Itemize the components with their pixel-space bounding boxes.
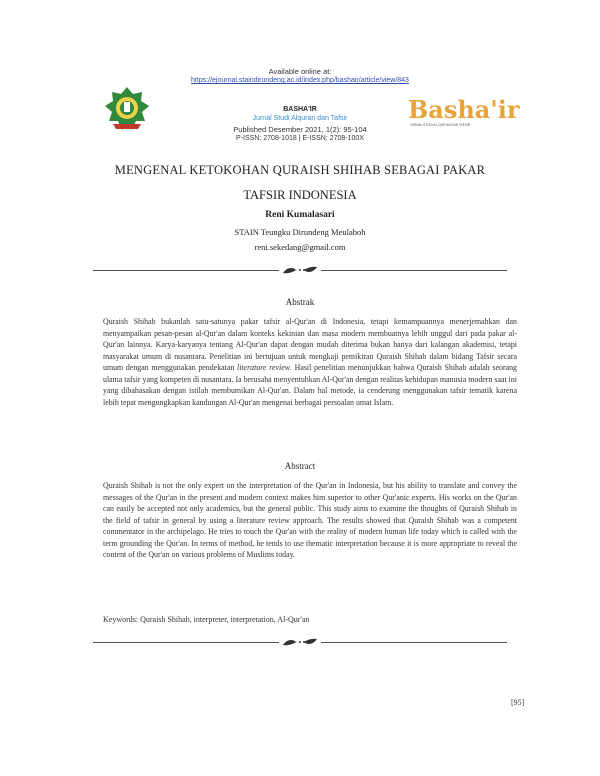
publication-info: Published Desember 2021, 1(2): 95-104 — [233, 125, 367, 134]
abstrak-heading: Abstrak — [285, 297, 315, 307]
abstrak-body: Quraish Shihab bukanlah satu-satunya pakar tafsir al-Qur'an di Indonesia, tetapi kemampuannya menerjemahkan dan menyampaikan pesan-pesan al-Qur'an dalam konteks kekinian dan masa modern membuatnya lebih unggul dari pada pakar al-Qur'an lainnya. Karya-karyanya tentang Al-Qur'an dapat dengan mudah diterima bukan hanya dari kalangan akademisi, tetapi masyarakat umum di nusantara. Penelitian ini bertujuan untuk mengkaji pemikiran Quraish Shihab dalam bidang Tafsir secara umum dengan menggunakan pendekatan literature review. Hasil penelitian menunjukkan bahwa Quraish Shihab adalah seorang ulama tafsir yang kompeten di nusantara. Ia berusaha menyentuhkan Al-Qur'an dengan realitas kehidupan manusia modern saat ini yang dibahasakan dengan istilah membumikan Al-Qur'an. Dalam hal metode, ia cenderung menggunakan tafsir tematik karena lebih tepat mengungkapkan kandungan Al-Qur'an mengenai berbagai persoalan umat Islam. — [103, 317, 517, 407]
article-url-link[interactable]: https://ejournal.staindirundeng.ac.id/index.php/bashair/article/view/843 — [191, 77, 409, 84]
bashair-logo — [406, 94, 520, 130]
journal-subtitle: Jurnal Studi Alquran dan Tafsir — [252, 115, 348, 122]
article-title-line1: MENGENAL KETOKOHAN QURAISH SHIHAB SEBAGAI PAKAR — [114, 163, 486, 177]
ornament-icon — [281, 264, 319, 276]
section-divider — [93, 264, 507, 276]
svg-text:JURNAL STUDI AL-QUR'AN DAN TAF: JURNAL STUDI AL-QUR'AN DAN TAFSIR — [410, 123, 471, 127]
page-number: [95] — [511, 698, 525, 707]
available-online-label: Available online at: — [268, 67, 332, 76]
section-divider-bottom — [93, 636, 507, 648]
article-title-line2: TAFSIR INDONESIA — [243, 188, 357, 202]
ornament-icon — [281, 636, 319, 648]
author-email: reni.sekedang@gmail.com — [254, 242, 346, 252]
keywords: Keywords: Quraish Shihab, interpreter, interpretation, Al-Qur'an — [103, 615, 310, 624]
author-affiliation: STAIN Teungku Dirundeng Meulaboh — [234, 227, 366, 237]
svg-text:Basha'ir: Basha'ir — [408, 95, 520, 124]
issn-info: P-ISSN: 2708-1018 | E-ISSN: 2708-100X — [236, 135, 364, 142]
journal-name: BASHA'IR — [283, 106, 317, 113]
abstract-body: Quraish Shihab is not the only expert on the interpretation of the Qur'an in Indonesia, but his ability to translate and convey the messages of the Qur'an in the present and modern context makes him superior to other Qur'anic experts. His works on the Qur'an can easily be accepted not only academics, but the general public. This study aims to examine the thoughts of Quraish Shihab in the field of tafsir in general by using a literature review approach. The results showed that Quraish Shihab was a competent commentator in the archipelago. He tries to touch the Qur'an with the reality of modern human life today which is called with the term grounding the Qur'an. In terms of method, he tends to use thematic interpretation because it is more appropriate to reveal the content of the Qur'an on various problems of Muslims today. — [103, 481, 517, 559]
author-name: Reni Kumalasari — [265, 210, 335, 220]
abstract-heading: Abstract — [284, 461, 316, 471]
